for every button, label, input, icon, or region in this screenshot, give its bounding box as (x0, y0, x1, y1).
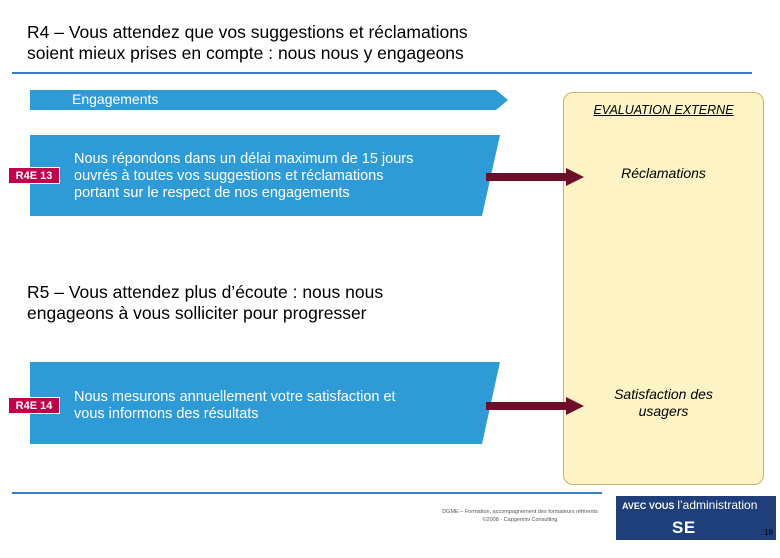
footer-rule (12, 492, 602, 494)
evaluation-title: EVALUATION EXTERNE (593, 103, 734, 117)
section-title-r5-line1: R5 – Vous attendez plus d’écoute : nous nous (27, 282, 384, 302)
code-badge-r4e13: R4E 13 (8, 167, 60, 184)
arrow-to-satisfaction (486, 397, 584, 420)
evaluation-item-satisfaction-line2: usagers (638, 403, 689, 419)
section-title-r4-line2: soient mieux prises en compte : nous nous y engageons (27, 43, 464, 63)
evaluation-item-satisfaction (565, 386, 762, 420)
section-title-r4-line1: R4 – Vous attendez que vos suggestions et réclamations (27, 22, 468, 42)
footer-credits-line1: DGME – Formation, accompagnement des formateurs référents (442, 509, 598, 515)
engagements-header-label: Engagements (72, 91, 159, 107)
logo-administration: l’administration (677, 498, 758, 512)
title-underline (12, 72, 752, 74)
engagement-r4e14-line1: Nous mesurons annuellement votre satisfaction et (74, 389, 396, 405)
engagement-text-r4e14 (74, 389, 494, 423)
footer-credits (400, 508, 640, 524)
engagement-text-r4e13 (74, 151, 494, 202)
code-badge-r4e14: R4E 14 (8, 397, 60, 414)
evaluation-panel (563, 92, 764, 485)
evaluation-item-satisfaction-line1: Satisfaction des (614, 386, 713, 402)
engagement-r4e13-line1: Nous répondons dans un délai maximum de 15 jours (74, 151, 414, 167)
section-title-r5 (27, 282, 587, 324)
section-title-r5-line2: engageons à vous solliciter pour progresser (27, 303, 367, 323)
logo-avec-vous: AVEC VOUS (622, 501, 675, 511)
logo-se-modernise: SE MODERNISE (672, 518, 780, 557)
engagement-r4e14-line2: vous informons des résultats (74, 406, 259, 422)
logo-top-text (622, 498, 757, 512)
footer-credits-line2: ©2008 - Capgemini Consulting (482, 517, 558, 523)
engagement-r4e13-line3: portant sur le respect de nos engagements (74, 185, 350, 201)
evaluation-item-reclamations: Réclamations (621, 165, 706, 181)
engagement-r4e13-line2: ouvrés à toutes vos suggestions et réclamations (74, 168, 384, 184)
arrow-to-reclamations (486, 168, 584, 191)
section-title-r4 (27, 22, 727, 64)
page-number: 18 (764, 528, 773, 537)
